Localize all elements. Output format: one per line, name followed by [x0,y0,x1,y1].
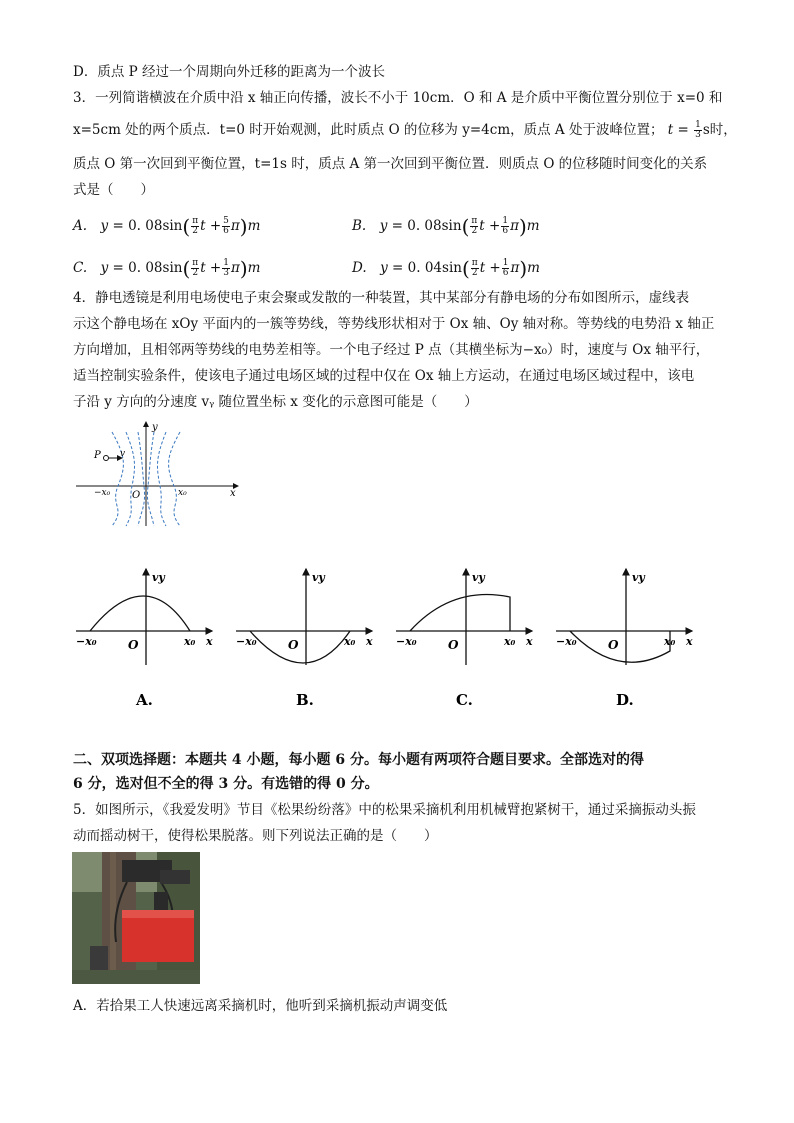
label-v: v [120,449,126,459]
point-p [104,456,109,461]
label-x0: x₀ [664,635,676,648]
equipotential-line [138,432,145,526]
q5-stem-line2: 动而摇动树干，使得松果脱落。则下列说法正确的是（ ） [73,828,438,844]
label-o: O [128,638,139,652]
label-o: O [288,638,299,652]
label-x0: x₀ [504,635,516,648]
vy-graph-c[interactable] [392,565,542,715]
label-vy: vy [312,571,325,584]
label-o: O [608,638,619,652]
label-o: O [448,638,459,652]
label-x: x [526,635,533,648]
q4-stem-line3: 方向增加，且相邻两等势线的电势差相等。一个电子经过 P 点（其横坐标为−x₀）时，速度与 Ox 轴平行， [73,342,710,358]
q3-option-d[interactable]: D. y = 0. 04sin( $\frac{\pi}{2}$ t + $\frac{1}{6}$ π)m [352,256,540,281]
section2-title-line1: 二、双项选择题：本题共 4 小题，每小题 6 分。每小题有两项符合题目要求。全部选对的得 [73,752,644,768]
label-x: x [686,635,693,648]
pinecone-picker-photo [72,852,200,984]
q3-stem-line3: 质点 O 第一次回到平衡位置，t=1s 时，质点 A 第一次回到平衡位置．则质点 O 的位移随时间变化的关系 [73,156,708,172]
equipotential-line [147,432,154,526]
vy-curve [570,631,670,662]
label-x0: x₀ [184,635,196,648]
equipotential-line [158,432,166,526]
section2-title-line2: 6 分，选对但不全的得 3 分。有选错的得 0 分。 [73,776,379,792]
label-x0: x₀ [344,635,356,648]
label-neg-x0: −x₀ [94,488,111,498]
option-label: B. [296,691,314,709]
label-y: y [152,422,158,433]
label-x: x [206,635,213,648]
label-neg-x0: −x₀ [396,635,417,648]
q5-stem-line1: 5．如图所示，《我爱发明》节目《松果纷纷落》中的松果采摘机利用机械臂抱紧树干，通过采摘振动头振 [73,802,696,818]
vy-curve [410,595,510,631]
vy-graph-a[interactable] [72,565,222,715]
label-o: O [132,490,141,501]
q4-stem-line1: 4．静电透镜是利用电场使电子束会聚或发散的一种装置，其中某部分有静电场的分布如图所示，虚线表 [73,290,690,306]
q4-stem-line5: 子沿 y 方向的分速度 vᵧ 随位置坐标 x 变化的示意图可能是（ ） [73,394,478,410]
option-label: D. [616,691,634,709]
label-neg-x0: −x₀ [556,635,577,648]
vy-curve [90,596,190,631]
q3-stem-line1: 3．一列简谐横波在介质中沿 x 轴正向传播，波长不小于 10cm．O 和 A 是介质中平衡位置分别位于 x=0 和 [73,90,723,106]
q3-stem-line4: 式是（ ） [73,182,154,198]
q3-option-c[interactable]: C. y = 0. 08sin( $\frac{\pi}{2}$ t + $\frac{1}{3}$ π)m [73,256,261,281]
q3-option-b[interactable]: B. y = 0. 08sin( $\frac{\pi}{2}$ t + $\frac{1}{6}$ π)m [352,214,540,239]
equipotential-line [126,432,134,526]
vy-graph-d[interactable] [552,565,702,715]
q2-option-d: D．质点 P 经过一个周期向外迁移的距离为一个波长 [73,64,385,80]
label-x0: x₀ [178,488,187,498]
q4-stem-line2: 示这个静电场在 xOy 平面内的一簇等势线，等势线形状相对于 Ox 轴、Oy 轴对称。等势线的电势沿 x 轴正 [73,316,715,332]
vy-graph-b[interactable] [232,565,382,715]
label-p: P [94,450,101,461]
q3-option-a[interactable]: A. y = 0. 08sin( $\frac{\pi}{2}$ t + $\frac{5}{6}$ π)m [73,214,261,239]
equipotential-diagram [70,418,250,528]
equipotential-line [169,432,180,526]
label-x: x [230,488,236,499]
option-label: A. [136,691,153,709]
option-label: C. [456,691,473,709]
label-vy: vy [472,571,485,584]
q5-option-a: A．若拾果工人快速远离采摘机时，他听到采摘机振动声调变低 [73,998,448,1014]
label-vy: vy [152,571,165,584]
equipotential-line [112,432,126,526]
vy-curve [250,631,350,663]
label-neg-x0: −x₀ [236,635,257,648]
label-neg-x0: −x₀ [76,635,97,648]
label-x: x [366,635,373,648]
q3-stem-line2: x=5cm 处的两个质点．t=0 时开始观测，此时质点 O 的位移为 y=4cm，质点 A 处于波峰位置； t = $\frac{1}{3}$ s时， [73,120,737,140]
q4-stem-line4: 适当控制实验条件，使该电子通过电场区域的过程中仅在 Ox 轴上方运动，在通过电场区域过程中，该电 [73,368,695,384]
label-vy: vy [632,571,645,584]
